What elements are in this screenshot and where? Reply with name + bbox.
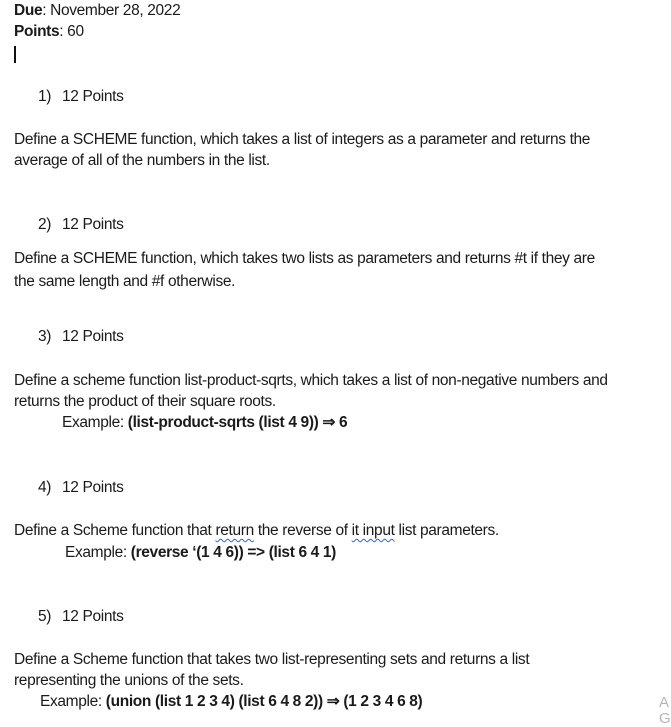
- question-4-spellcheck-word: return: [215, 522, 254, 539]
- question-5-heading: [38, 607, 123, 627]
- question-3-example: [62, 413, 347, 433]
- due-line: [14, 1, 180, 21]
- question-3-example-code: (list-product-sqrts (list 4 9)) ⇒ 6: [127, 414, 348, 431]
- question-5-number: 5): [38, 608, 52, 625]
- question-5-text-line-2: representing the unions of the sets.: [14, 672, 244, 689]
- question-4-text-part: list parameters.: [394, 522, 499, 539]
- due-date: : November 28, 2022: [42, 2, 181, 19]
- question-2-points: 12 Points: [62, 216, 124, 233]
- question-4-number: 4): [38, 479, 52, 496]
- question-3-heading: [38, 327, 123, 347]
- question-4-text-part: Define a Scheme function that: [14, 522, 216, 539]
- question-4-example-code: (reverse ‘(1 4 6)) => (list 6 4 1): [130, 544, 336, 561]
- question-3-example-label: Example:: [62, 414, 128, 431]
- question-2-text-line-1: Define a SCHEME function, which takes two lists as parameters and returns #t if they are: [14, 250, 595, 267]
- question-5-example-code: (union (list 1 2 3 4) (list 6 4 8 2)) ⇒ (1 2 3 4 6 8): [105, 693, 423, 710]
- question-4-heading: [38, 478, 123, 498]
- question-1-number: 1): [38, 88, 52, 105]
- question-4-spellcheck-phrase: it input: [351, 522, 395, 539]
- question-4-example-label: Example:: [65, 544, 131, 561]
- question-1-heading: [38, 87, 123, 107]
- points-line: [14, 22, 84, 42]
- question-1-points: 12 Points: [62, 88, 124, 105]
- question-4-points: 12 Points: [62, 479, 124, 496]
- due-label: Due: [14, 2, 43, 19]
- points-total: : 60: [59, 23, 84, 40]
- question-2-number: 2): [38, 216, 52, 233]
- question-5-example-label: Example:: [40, 693, 106, 710]
- question-3-points: 12 Points: [62, 328, 124, 345]
- question-4-example: [65, 543, 336, 563]
- points-label: Points: [14, 23, 60, 40]
- question-2-heading: [38, 215, 123, 235]
- question-3-number: 3): [38, 328, 52, 345]
- question-1-text-line-1: Define a SCHEME function, which takes a list of integers as a parameter and returns the: [14, 131, 591, 148]
- question-4-text-part: the reverse of: [253, 522, 352, 539]
- question-3-text-line-1: Define a scheme function list-product-sqrts, which takes a list of non-negative numbers and: [14, 372, 608, 389]
- clipped-edge-text: A G: [659, 694, 671, 727]
- text-cursor: [14, 46, 16, 63]
- question-2-text-line-2: the same length and #f otherwise.: [14, 273, 236, 290]
- question-3-text-line-2: returns the product of their square roots.: [14, 393, 276, 410]
- question-4-text-line-1: [14, 521, 499, 541]
- question-5-example: [40, 692, 422, 712]
- question-5-text-line-1: Define a Scheme function that takes two list-representing sets and returns a list: [14, 651, 530, 668]
- question-1-text-line-2: average of all of the numbers in the list.: [14, 152, 270, 169]
- question-5-points: 12 Points: [62, 608, 124, 625]
